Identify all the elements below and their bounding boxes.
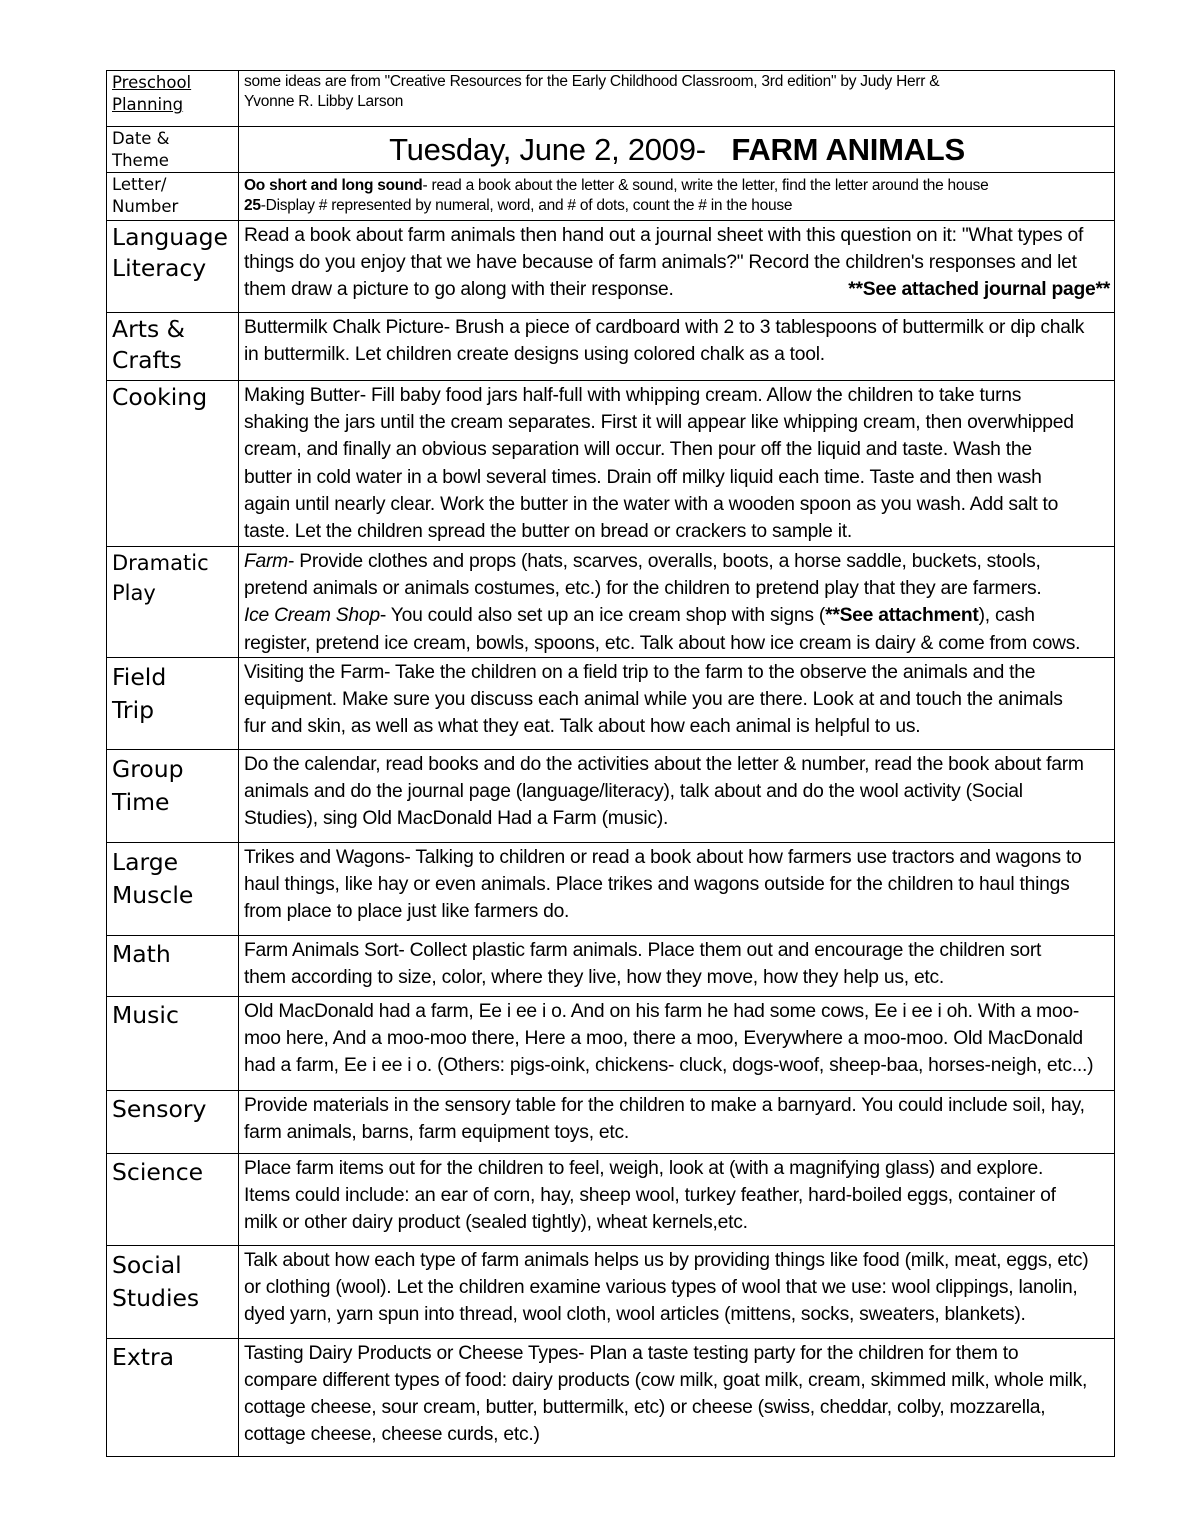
content-line: Visiting the Farm- Take the children on a field trip to the farm to the observe the animals and the <box>244 661 1036 683</box>
label-line: Group <box>112 754 184 783</box>
label-line: Time <box>112 787 170 816</box>
math-content <box>239 935 1115 996</box>
number-text: -Display # represented by numeral, word, and # of dots, count the # in the house <box>260 197 793 214</box>
label-line: Music <box>112 1000 179 1029</box>
content-line <box>244 548 1110 575</box>
content-line: moo here, And a moo-moo there, Here a moo, there a moo, Everywhere a moo-moo. Old MacDonald <box>244 1028 1083 1050</box>
science-content <box>239 1153 1115 1245</box>
social-studies-content <box>239 1245 1115 1338</box>
content-text: them draw a picture to go along with their response. <box>244 279 674 301</box>
label-line: Crafts <box>112 346 182 374</box>
number-bold: 25 <box>244 197 261 214</box>
content-line: Talk about how each type of farm animals helps us by providing things like food (milk, meat, eggs, etc) <box>244 1249 1089 1271</box>
sensory-content <box>239 1090 1115 1153</box>
label-line: Date & <box>112 129 170 148</box>
content-line: Studies), sing Old MacDonald Had a Farm (music). <box>244 808 669 830</box>
content-line: compare different types of food: dairy products (cow milk, goat milk, cream, skimmed milk, whole milk, <box>244 1370 1088 1392</box>
farm-italic: Farm <box>244 551 288 572</box>
content-line: cream, and finally an obvious separation will occur. Then pour off the liquid and taste. Wash the <box>244 439 1032 461</box>
content-line: Provide materials in the sensory table for the children to make a barnyard. You could include soil, hay, <box>244 1094 1085 1116</box>
label-preschool-planning <box>107 71 239 127</box>
row-social-studies <box>107 1245 1115 1338</box>
content-text: - You could also set up an ice cream shop with signs ( <box>379 605 826 627</box>
label-science <box>107 1153 239 1245</box>
row-arts-crafts <box>107 313 1115 381</box>
label-extra <box>107 1338 239 1456</box>
label-line: Cooking <box>112 383 208 411</box>
label-line: Trip <box>112 695 155 724</box>
group-time-content <box>239 749 1115 842</box>
letter-text: - read a book about the letter & sound, write the letter, find the letter around the house <box>422 177 989 194</box>
label-line: Dramatic <box>112 551 209 575</box>
row-dramatic-play <box>107 547 1115 658</box>
label-line: Language <box>112 223 228 251</box>
attachment-note: **See attachment <box>825 605 979 627</box>
planning-table <box>106 70 1115 1457</box>
label-letter-number <box>107 173 239 221</box>
content-line: Making Butter- Fill baby food jars half-full with whipping cream. Allow the children to take turns <box>244 385 1022 406</box>
number-line <box>244 196 1110 216</box>
row-header <box>107 71 1115 127</box>
large-muscle-content <box>239 842 1115 935</box>
letter-number-content <box>239 173 1115 221</box>
shop-italic: Ice Cream Shop <box>244 605 380 627</box>
label-line: Extra <box>112 1342 175 1371</box>
content-line: Read a book about farm animals then hand out a journal sheet with this question on it: "What types of <box>244 225 1084 246</box>
content-line: Farm Animals Sort- Collect plastic farm animals. Place them out and encourage the children sort <box>244 939 1042 961</box>
theme-text: FARM ANIMALS <box>731 132 965 167</box>
label-line: Letter/ <box>112 175 167 194</box>
label-music <box>107 996 239 1090</box>
content-line: Do the calendar, read books and do the activities about the letter & number, read the book about farm <box>244 753 1084 775</box>
letter-line <box>244 176 1110 196</box>
content-line: in buttermilk. Let children create designs using colored chalk as a tool. <box>244 344 825 366</box>
extra-content <box>239 1338 1115 1456</box>
label-math <box>107 935 239 996</box>
cooking-content <box>239 381 1115 547</box>
row-language-literacy <box>107 221 1115 313</box>
source-note <box>239 71 1115 127</box>
source-line: some ideas are from "Creative Resources for the Early Childhood Classroom, 3rd edition" by Judy Herr & <box>244 73 940 90</box>
label-line: Play <box>112 581 156 605</box>
content-line: Tasting Dairy Products or Cheese Types- Plan a taste testing party for the children for them to <box>244 1342 1019 1364</box>
row-cooking <box>107 381 1115 547</box>
row-sensory <box>107 1090 1115 1153</box>
label-field-trip <box>107 657 239 749</box>
label-social-studies <box>107 1245 239 1338</box>
content-line: from place to place just like farmers do. <box>244 901 570 923</box>
label-arts-crafts <box>107 313 239 381</box>
content-line: farm animals, barns, farm equipment toys, etc. <box>244 1122 629 1144</box>
date-text: Tuesday, June 2, 2009- <box>389 132 706 167</box>
row-large-muscle <box>107 842 1115 935</box>
content-line: cottage cheese, sour cream, butter, buttermilk, etc) or cheese (swiss, cheddar, colby, mozzarella, <box>244 1397 1046 1419</box>
label-line: Math <box>112 939 171 968</box>
content-line: Buttermilk Chalk Picture- Brush a piece of cardboard with 2 to 3 tablespoons of buttermilk or dip chalk <box>244 317 1085 338</box>
content-line: animals and do the journal page (language/literacy), talk about and do the wool activity (Social <box>244 781 1023 803</box>
label-line: Theme <box>112 151 169 170</box>
row-music <box>107 996 1115 1090</box>
label-line: Arts & <box>112 315 185 343</box>
label-sensory <box>107 1090 239 1153</box>
language-content <box>239 221 1115 313</box>
content-line: Trikes and Wagons- Talking to children or read a book about how farmers use tractors and wagons to <box>244 846 1082 868</box>
content-line: register, pretend ice cream, bowls, spoons, etc. Talk about how ice cream is dairy & come from cows. <box>244 632 1081 654</box>
source-line: Yvonne R. Libby Larson <box>244 93 404 110</box>
label-line: Preschool <box>112 73 192 92</box>
row-group-time <box>107 749 1115 842</box>
label-language-literacy <box>107 221 239 313</box>
content-line: equipment. Make sure you discuss each animal while you are there. Look at and touch the animals <box>244 689 1063 711</box>
row-extra <box>107 1338 1115 1456</box>
content-line: haul things, like hay or even animals. Place trikes and wagons outside for the children to haul things <box>244 874 1070 896</box>
label-line: Muscle <box>112 880 194 909</box>
label-group-time <box>107 749 239 842</box>
row-field-trip <box>107 657 1115 749</box>
label-dramatic-play <box>107 547 239 658</box>
content-line: taste. Let the children spread the butter on bread or crackers to sample it. <box>244 521 852 543</box>
label-line: Sensory <box>112 1094 207 1123</box>
row-letter-number <box>107 173 1115 221</box>
letter-bold: Oo short and long sound <box>244 177 423 194</box>
page-title <box>239 127 1115 173</box>
content-line: again until nearly clear. Work the butter in the water with a wooden spoon as you wash. Add salt to <box>244 493 1059 515</box>
arts-content <box>239 313 1115 381</box>
content-line: dyed yarn, yarn spun into thread, wool cloth, wool articles (mittens, socks, sweaters, blankets). <box>244 1304 1026 1326</box>
journal-note: **See attached journal page** <box>848 279 1110 301</box>
dramatic-content <box>239 547 1115 658</box>
content-line: cottage cheese, cheese curds, etc.) <box>244 1424 540 1446</box>
row-date-theme <box>107 127 1115 173</box>
label-line: Literacy <box>112 254 207 282</box>
content-line: pretend animals or animals costumes, etc.) for the children to pretend play that they are farmers. <box>244 578 1042 600</box>
label-line: Studies <box>112 1283 200 1312</box>
content-text: - Provide clothes and props (hats, scarves, overalls, boots, a horse saddle, buckets, stools, <box>287 551 1041 572</box>
label-line: Number <box>112 197 179 216</box>
label-large-muscle <box>107 842 239 935</box>
content-text: ), cash <box>978 605 1035 627</box>
label-line: Large <box>112 847 179 876</box>
row-math <box>107 935 1115 996</box>
row-science <box>107 1153 1115 1245</box>
content-line: them according to size, color, where they live, how they move, how they help us, etc. <box>244 967 945 989</box>
content-line: shaking the jars until the cream separates. First it will appear like whipping cream, then overwhipped <box>244 412 1074 434</box>
music-content <box>239 996 1115 1090</box>
content-line: milk or other dairy product (sealed tightly), wheat kernels,etc. <box>244 1212 748 1234</box>
content-line: Items could include: an ear of corn, hay, sheep wool, turkey feather, hard-boiled eggs, container of <box>244 1185 1056 1207</box>
label-line: Social <box>112 1250 182 1279</box>
content-line: had a farm, Ee i ee i o. (Others: pigs-oink, chickens- cluck, dogs-woof, sheep-baa, horses-neigh, etc...) <box>244 1055 1094 1077</box>
content-line <box>244 276 1110 303</box>
label-line: Field <box>112 662 167 691</box>
field-trip-content <box>239 657 1115 749</box>
content-line: Place farm items out for the children to feel, weigh, look at (with a magnifying glass) and explore. <box>244 1157 1044 1179</box>
label-cooking <box>107 381 239 547</box>
content-line: things do you enjoy that we have because of farm animals?" Record the children's responses and let <box>244 252 1077 274</box>
content-line: Old MacDonald had a farm, Ee i ee i o. And on his farm he had some cows, Ee i ee i oh. With a moo- <box>244 1000 1080 1022</box>
content-line: fur and skin, as well as what they eat. Talk about how each animal is helpful to us. <box>244 716 921 738</box>
content-line: or clothing (wool). Let the children examine various types of wool that we use: wool clippings, lanolin, <box>244 1277 1078 1299</box>
label-line: Planning <box>112 95 184 114</box>
content-line: butter in cold water in a bowl several times. Drain off milky liquid each time. Taste and then wash <box>244 466 1042 488</box>
label-date-theme <box>107 127 239 173</box>
content-line <box>244 602 1110 629</box>
label-line: Science <box>112 1157 204 1186</box>
